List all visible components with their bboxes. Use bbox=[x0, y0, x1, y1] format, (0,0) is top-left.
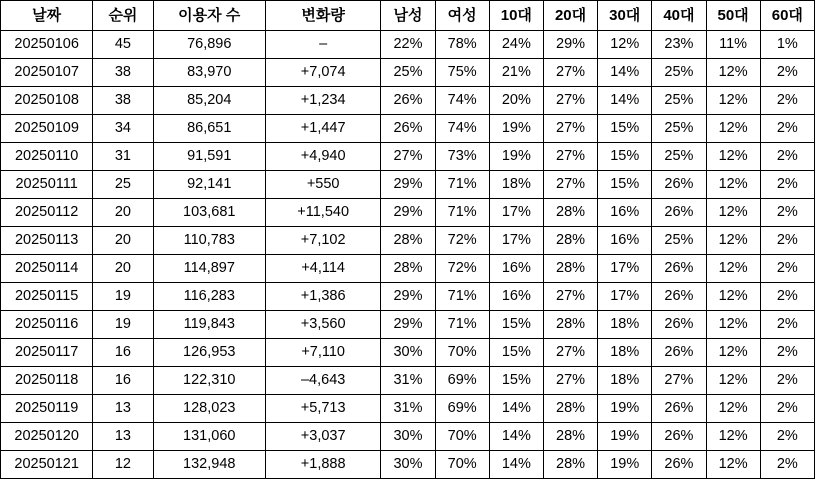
column-header-age-40s: 40대 bbox=[652, 1, 706, 31]
table-row bbox=[1, 87, 815, 115]
cell-rank: 38 bbox=[93, 59, 153, 87]
cell-age-50s: 12% bbox=[706, 339, 760, 367]
cell-date: 20250117 bbox=[1, 339, 93, 367]
column-header-age-30s: 30대 bbox=[598, 1, 652, 31]
cell-female: 71% bbox=[435, 199, 489, 227]
cell-male: 26% bbox=[381, 87, 435, 115]
cell-age-20s: 29% bbox=[543, 31, 597, 59]
cell-male: 28% bbox=[381, 227, 435, 255]
cell-age-50s: 12% bbox=[706, 367, 760, 395]
cell-age-60s: 2% bbox=[760, 339, 814, 367]
cell-age-60s: 2% bbox=[760, 171, 814, 199]
cell-rank: 20 bbox=[93, 227, 153, 255]
cell-female: 69% bbox=[435, 395, 489, 423]
cell-age-10s: 14% bbox=[489, 451, 543, 479]
cell-date: 20250114 bbox=[1, 255, 93, 283]
cell-date: 20250119 bbox=[1, 395, 93, 423]
cell-age-60s: 2% bbox=[760, 87, 814, 115]
cell-rank: 16 bbox=[93, 339, 153, 367]
cell-male: 29% bbox=[381, 283, 435, 311]
column-header-change: 변화량 bbox=[265, 1, 380, 31]
cell-male: 29% bbox=[381, 171, 435, 199]
cell-age-60s: 2% bbox=[760, 311, 814, 339]
cell-age-50s: 12% bbox=[706, 227, 760, 255]
cell-age-10s: 21% bbox=[489, 59, 543, 87]
cell-age-30s: 14% bbox=[598, 87, 652, 115]
cell-age-60s: 2% bbox=[760, 395, 814, 423]
cell-age-50s: 12% bbox=[706, 311, 760, 339]
cell-male: 31% bbox=[381, 367, 435, 395]
cell-age-20s: 27% bbox=[543, 171, 597, 199]
cell-users: 86,651 bbox=[153, 115, 265, 143]
cell-female: 70% bbox=[435, 339, 489, 367]
cell-age-30s: 15% bbox=[598, 171, 652, 199]
cell-change: –4,643 bbox=[265, 367, 380, 395]
cell-age-10s: 20% bbox=[489, 87, 543, 115]
cell-female: 72% bbox=[435, 227, 489, 255]
cell-rank: 19 bbox=[93, 283, 153, 311]
cell-age-10s: 16% bbox=[489, 283, 543, 311]
cell-age-30s: 19% bbox=[598, 451, 652, 479]
cell-date: 20250108 bbox=[1, 87, 93, 115]
cell-users: 132,948 bbox=[153, 451, 265, 479]
cell-age-40s: 25% bbox=[652, 59, 706, 87]
table-header-row bbox=[1, 1, 815, 31]
cell-rank: 34 bbox=[93, 115, 153, 143]
cell-age-30s: 15% bbox=[598, 115, 652, 143]
cell-change: +1,447 bbox=[265, 115, 380, 143]
cell-age-50s: 12% bbox=[706, 115, 760, 143]
cell-age-50s: 12% bbox=[706, 283, 760, 311]
cell-age-50s: 12% bbox=[706, 59, 760, 87]
table-row bbox=[1, 115, 815, 143]
column-header-female: 여성 bbox=[435, 1, 489, 31]
cell-users: 103,681 bbox=[153, 199, 265, 227]
column-header-users: 이용자 수 bbox=[153, 1, 265, 31]
cell-male: 26% bbox=[381, 115, 435, 143]
cell-rank: 20 bbox=[93, 199, 153, 227]
cell-age-10s: 15% bbox=[489, 367, 543, 395]
cell-users: 114,897 bbox=[153, 255, 265, 283]
cell-change: +3,037 bbox=[265, 423, 380, 451]
cell-age-50s: 12% bbox=[706, 423, 760, 451]
cell-male: 29% bbox=[381, 199, 435, 227]
cell-age-10s: 17% bbox=[489, 199, 543, 227]
cell-age-30s: 17% bbox=[598, 255, 652, 283]
cell-age-40s: 27% bbox=[652, 367, 706, 395]
table-row bbox=[1, 339, 815, 367]
cell-date: 20250110 bbox=[1, 143, 93, 171]
cell-female: 74% bbox=[435, 115, 489, 143]
cell-users: 76,896 bbox=[153, 31, 265, 59]
cell-age-30s: 18% bbox=[598, 311, 652, 339]
cell-age-10s: 14% bbox=[489, 395, 543, 423]
cell-age-30s: 18% bbox=[598, 339, 652, 367]
cell-date: 20250107 bbox=[1, 59, 93, 87]
cell-male: 31% bbox=[381, 395, 435, 423]
cell-age-40s: 25% bbox=[652, 115, 706, 143]
cell-age-40s: 26% bbox=[652, 339, 706, 367]
cell-male: 29% bbox=[381, 311, 435, 339]
cell-male: 25% bbox=[381, 59, 435, 87]
cell-age-40s: 26% bbox=[652, 423, 706, 451]
cell-age-10s: 16% bbox=[489, 255, 543, 283]
cell-rank: 38 bbox=[93, 87, 153, 115]
cell-age-60s: 2% bbox=[760, 227, 814, 255]
cell-age-40s: 23% bbox=[652, 31, 706, 59]
cell-change: +1,888 bbox=[265, 451, 380, 479]
cell-age-50s: 12% bbox=[706, 395, 760, 423]
cell-age-20s: 27% bbox=[543, 87, 597, 115]
cell-female: 71% bbox=[435, 283, 489, 311]
table-row bbox=[1, 59, 815, 87]
cell-users: 122,310 bbox=[153, 367, 265, 395]
cell-users: 116,283 bbox=[153, 283, 265, 311]
cell-date: 20250112 bbox=[1, 199, 93, 227]
table-row bbox=[1, 451, 815, 479]
cell-change: +5,713 bbox=[265, 395, 380, 423]
cell-date: 20250121 bbox=[1, 451, 93, 479]
cell-female: 71% bbox=[435, 311, 489, 339]
cell-male: 28% bbox=[381, 255, 435, 283]
cell-rank: 45 bbox=[93, 31, 153, 59]
cell-age-50s: 12% bbox=[706, 451, 760, 479]
cell-change: +4,940 bbox=[265, 143, 380, 171]
table-row bbox=[1, 395, 815, 423]
cell-age-20s: 28% bbox=[543, 395, 597, 423]
cell-change: +1,234 bbox=[265, 87, 380, 115]
cell-age-20s: 27% bbox=[543, 59, 597, 87]
cell-age-20s: 27% bbox=[543, 339, 597, 367]
cell-age-20s: 28% bbox=[543, 423, 597, 451]
table-row bbox=[1, 255, 815, 283]
cell-age-30s: 15% bbox=[598, 143, 652, 171]
cell-date: 20250120 bbox=[1, 423, 93, 451]
cell-users: 119,843 bbox=[153, 311, 265, 339]
column-header-age-60s: 60대 bbox=[760, 1, 814, 31]
cell-date: 20250113 bbox=[1, 227, 93, 255]
cell-rank: 16 bbox=[93, 367, 153, 395]
cell-age-50s: 12% bbox=[706, 87, 760, 115]
cell-age-60s: 2% bbox=[760, 451, 814, 479]
table-row bbox=[1, 311, 815, 339]
cell-rank: 13 bbox=[93, 423, 153, 451]
cell-age-40s: 25% bbox=[652, 87, 706, 115]
cell-rank: 12 bbox=[93, 451, 153, 479]
cell-female: 70% bbox=[435, 423, 489, 451]
cell-age-20s: 28% bbox=[543, 311, 597, 339]
cell-age-30s: 14% bbox=[598, 59, 652, 87]
column-header-date: 날짜 bbox=[1, 1, 93, 31]
cell-change: +7,074 bbox=[265, 59, 380, 87]
cell-users: 92,141 bbox=[153, 171, 265, 199]
cell-users: 85,204 bbox=[153, 87, 265, 115]
table-row bbox=[1, 227, 815, 255]
cell-rank: 19 bbox=[93, 311, 153, 339]
cell-female: 78% bbox=[435, 31, 489, 59]
cell-users: 91,591 bbox=[153, 143, 265, 171]
cell-male: 30% bbox=[381, 339, 435, 367]
cell-age-40s: 25% bbox=[652, 227, 706, 255]
cell-age-60s: 1% bbox=[760, 31, 814, 59]
cell-date: 20250109 bbox=[1, 115, 93, 143]
cell-age-40s: 26% bbox=[652, 199, 706, 227]
cell-age-40s: 26% bbox=[652, 451, 706, 479]
cell-age-40s: 26% bbox=[652, 255, 706, 283]
cell-age-10s: 19% bbox=[489, 115, 543, 143]
cell-age-60s: 2% bbox=[760, 115, 814, 143]
cell-age-60s: 2% bbox=[760, 143, 814, 171]
cell-age-10s: 19% bbox=[489, 143, 543, 171]
table-row bbox=[1, 199, 815, 227]
cell-age-60s: 2% bbox=[760, 199, 814, 227]
cell-age-30s: 16% bbox=[598, 199, 652, 227]
cell-female: 69% bbox=[435, 367, 489, 395]
cell-rank: 13 bbox=[93, 395, 153, 423]
table-row bbox=[1, 283, 815, 311]
table-row bbox=[1, 423, 815, 451]
cell-change: +7,102 bbox=[265, 227, 380, 255]
cell-age-10s: 18% bbox=[489, 171, 543, 199]
cell-age-30s: 16% bbox=[598, 227, 652, 255]
cell-change: +11,540 bbox=[265, 199, 380, 227]
cell-age-20s: 27% bbox=[543, 115, 597, 143]
cell-rank: 20 bbox=[93, 255, 153, 283]
cell-male: 30% bbox=[381, 423, 435, 451]
cell-age-20s: 27% bbox=[543, 143, 597, 171]
cell-age-30s: 18% bbox=[598, 367, 652, 395]
cell-age-20s: 27% bbox=[543, 367, 597, 395]
cell-change: +4,114 bbox=[265, 255, 380, 283]
cell-change: – bbox=[265, 31, 380, 59]
cell-female: 72% bbox=[435, 255, 489, 283]
cell-users: 128,023 bbox=[153, 395, 265, 423]
cell-male: 27% bbox=[381, 143, 435, 171]
cell-female: 73% bbox=[435, 143, 489, 171]
column-header-age-20s: 20대 bbox=[543, 1, 597, 31]
cell-users: 131,060 bbox=[153, 423, 265, 451]
cell-date: 20250118 bbox=[1, 367, 93, 395]
cell-age-40s: 25% bbox=[652, 143, 706, 171]
cell-age-20s: 28% bbox=[543, 451, 597, 479]
cell-users: 83,970 bbox=[153, 59, 265, 87]
cell-age-10s: 15% bbox=[489, 311, 543, 339]
cell-users: 126,953 bbox=[153, 339, 265, 367]
cell-age-30s: 19% bbox=[598, 423, 652, 451]
cell-rank: 31 bbox=[93, 143, 153, 171]
table-body bbox=[1, 31, 815, 479]
cell-age-50s: 11% bbox=[706, 31, 760, 59]
table-row bbox=[1, 171, 815, 199]
cell-age-30s: 19% bbox=[598, 395, 652, 423]
table-row bbox=[1, 31, 815, 59]
cell-female: 74% bbox=[435, 87, 489, 115]
cell-users: 110,783 bbox=[153, 227, 265, 255]
cell-rank: 25 bbox=[93, 171, 153, 199]
column-header-age-10s: 10대 bbox=[489, 1, 543, 31]
cell-age-10s: 24% bbox=[489, 31, 543, 59]
cell-age-10s: 15% bbox=[489, 339, 543, 367]
cell-age-50s: 12% bbox=[706, 255, 760, 283]
column-header-rank: 순위 bbox=[93, 1, 153, 31]
cell-date: 20250106 bbox=[1, 31, 93, 59]
cell-age-60s: 2% bbox=[760, 255, 814, 283]
cell-change: +3,560 bbox=[265, 311, 380, 339]
cell-age-20s: 28% bbox=[543, 255, 597, 283]
cell-female: 71% bbox=[435, 171, 489, 199]
cell-date: 20250111 bbox=[1, 171, 93, 199]
cell-age-10s: 14% bbox=[489, 423, 543, 451]
cell-age-60s: 2% bbox=[760, 283, 814, 311]
cell-age-20s: 28% bbox=[543, 227, 597, 255]
cell-age-20s: 28% bbox=[543, 199, 597, 227]
cell-age-60s: 2% bbox=[760, 59, 814, 87]
cell-age-30s: 12% bbox=[598, 31, 652, 59]
cell-age-60s: 2% bbox=[760, 367, 814, 395]
cell-date: 20250116 bbox=[1, 311, 93, 339]
cell-change: +1,386 bbox=[265, 283, 380, 311]
cell-age-40s: 26% bbox=[652, 395, 706, 423]
cell-date: 20250115 bbox=[1, 283, 93, 311]
cell-age-10s: 17% bbox=[489, 227, 543, 255]
cell-age-20s: 27% bbox=[543, 283, 597, 311]
cell-age-30s: 17% bbox=[598, 283, 652, 311]
column-header-age-50s: 50대 bbox=[706, 1, 760, 31]
cell-age-40s: 26% bbox=[652, 171, 706, 199]
cell-change: +7,110 bbox=[265, 339, 380, 367]
cell-age-50s: 12% bbox=[706, 171, 760, 199]
column-header-male: 남성 bbox=[381, 1, 435, 31]
cell-male: 30% bbox=[381, 451, 435, 479]
cell-age-50s: 12% bbox=[706, 199, 760, 227]
cell-female: 75% bbox=[435, 59, 489, 87]
table-row bbox=[1, 367, 815, 395]
cell-age-60s: 2% bbox=[760, 423, 814, 451]
cell-age-40s: 26% bbox=[652, 283, 706, 311]
cell-change: +550 bbox=[265, 171, 380, 199]
cell-male: 22% bbox=[381, 31, 435, 59]
table-row bbox=[1, 143, 815, 171]
cell-age-50s: 12% bbox=[706, 143, 760, 171]
cell-female: 70% bbox=[435, 451, 489, 479]
cell-age-40s: 26% bbox=[652, 311, 706, 339]
